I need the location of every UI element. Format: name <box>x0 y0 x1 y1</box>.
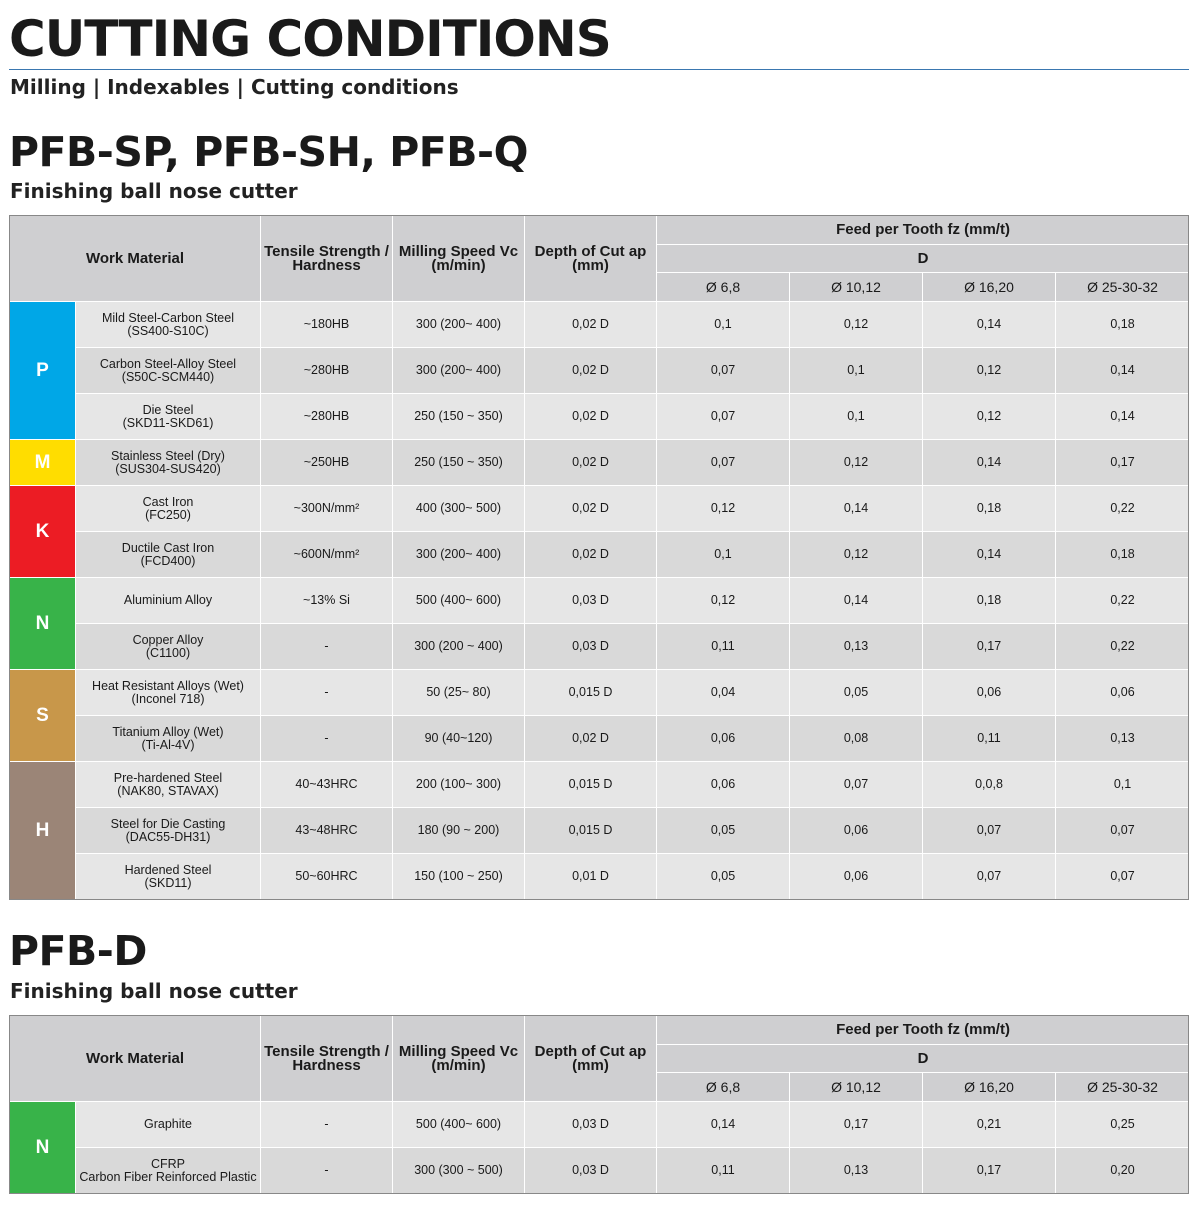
table-row <box>10 1148 1190 1194</box>
milling-speed-cell: 180 (90 ~ 200) <box>393 808 525 854</box>
work-material-cell <box>76 624 261 670</box>
header-diameter: Ø 25-30-32 <box>1056 1073 1190 1102</box>
depth-cell: 0,03 D <box>525 1148 657 1194</box>
depth-cell: 0,015 D <box>525 808 657 854</box>
milling-speed-cell: 250 (150 ~ 350) <box>393 394 525 440</box>
hardness-cell: - <box>261 670 393 716</box>
work-material-cell <box>76 440 261 486</box>
feed-cell: 0,18 <box>923 578 1056 624</box>
feed-cell: 0,13 <box>1056 716 1190 762</box>
milling-speed-cell: 300 (200~ 400) <box>393 302 525 348</box>
material-category-k: K <box>10 486 76 578</box>
section-subtitle: Finishing ball nose cutter <box>10 979 298 1003</box>
depth-cell: 0,02 D <box>525 440 657 486</box>
depth-cell: 0,02 D <box>525 486 657 532</box>
title-rule <box>9 69 1189 70</box>
milling-speed-cell: 90 (40~120) <box>393 716 525 762</box>
feed-cell: 0,17 <box>923 624 1056 670</box>
feed-cell: 0,04 <box>657 670 790 716</box>
hardness-cell: ~300N/mm² <box>261 486 393 532</box>
feed-cell: 0,18 <box>1056 532 1190 578</box>
feed-cell: 0,21 <box>923 1102 1056 1148</box>
header-tensile-strength: Tensile Strength / Hardness <box>261 216 393 302</box>
table-row <box>10 716 1190 762</box>
feed-cell: 0,14 <box>790 486 923 532</box>
work-material-cell <box>76 578 261 624</box>
feed-cell: 0,13 <box>790 1148 923 1194</box>
material-category-p: P <box>10 302 76 440</box>
material-spec: Carbon Fiber Reinforced Plastic <box>79 1169 257 1184</box>
table-row <box>10 532 1190 578</box>
material-spec: (SKD11-SKD61) <box>122 415 214 430</box>
material-category-n: N <box>10 1102 76 1194</box>
work-material-cell <box>76 486 261 532</box>
feed-cell: 0,1 <box>790 348 923 394</box>
feed-cell: 0,05 <box>790 670 923 716</box>
material-category-s: S <box>10 670 76 762</box>
material-spec: (Inconel 718) <box>131 691 205 706</box>
material-name: Stainless Steel (Dry) <box>111 448 225 463</box>
header-diameter: Ø 25-30-32 <box>1056 273 1190 302</box>
feed-cell: 0,0,8 <box>923 762 1056 808</box>
header-row <box>10 216 1190 245</box>
feed-cell: 0,17 <box>790 1102 923 1148</box>
feed-cell: 0,18 <box>923 486 1056 532</box>
work-material-cell <box>76 670 261 716</box>
feed-cell: 0,07 <box>790 762 923 808</box>
material-spec: (DAC55-DH31) <box>125 829 211 844</box>
header-row <box>10 1016 1190 1045</box>
feed-cell: 0,22 <box>1056 624 1190 670</box>
feed-cell: 0,14 <box>790 578 923 624</box>
table-row <box>10 440 1190 486</box>
hardness-cell: ~280HB <box>261 348 393 394</box>
section-title: PFB-SP, PFB-SH, PFB-Q <box>9 128 528 176</box>
feed-cell: 0,12 <box>657 486 790 532</box>
depth-cell: 0,015 D <box>525 670 657 716</box>
header-work-material: Work Material <box>10 1016 261 1102</box>
section-title: PFB-D <box>9 927 147 975</box>
table-row <box>10 394 1190 440</box>
feed-cell: 0,22 <box>1056 486 1190 532</box>
hardness-cell: 50~60HRC <box>261 854 393 900</box>
hardness-cell: 40~43HRC <box>261 762 393 808</box>
hardness-cell: ~13% Si <box>261 578 393 624</box>
feed-cell: 0,11 <box>657 624 790 670</box>
feed-cell: 0,11 <box>657 1148 790 1194</box>
header-diameter: Ø 16,20 <box>923 1073 1056 1102</box>
header-work-material: Work Material <box>10 216 261 302</box>
feed-cell: 0,25 <box>1056 1102 1190 1148</box>
feed-cell: 0,18 <box>1056 302 1190 348</box>
material-name: Hardened Steel <box>124 862 212 877</box>
feed-cell: 0,1 <box>790 394 923 440</box>
feed-cell: 0,11 <box>923 716 1056 762</box>
hardness-cell: 43~48HRC <box>261 808 393 854</box>
work-material-cell <box>76 532 261 578</box>
feed-cell: 0,14 <box>923 440 1056 486</box>
header-diameter: Ø 6,8 <box>657 1073 790 1102</box>
material-spec: (S50C-SCM440) <box>121 369 215 384</box>
material-category-n: N <box>10 578 76 670</box>
depth-cell: 0,03 D <box>525 1102 657 1148</box>
feed-cell: 0,07 <box>657 440 790 486</box>
feed-cell: 0,14 <box>923 302 1056 348</box>
milling-speed-cell: 400 (300~ 500) <box>393 486 525 532</box>
table-row <box>10 670 1190 716</box>
depth-cell: 0,02 D <box>525 394 657 440</box>
material-spec: (FCD400) <box>140 553 196 568</box>
hardness-cell: ~600N/mm² <box>261 532 393 578</box>
feed-cell: 0,17 <box>923 1148 1056 1194</box>
table-row <box>10 348 1190 394</box>
feed-cell: 0,06 <box>790 808 923 854</box>
material-name: Heat Resistant Alloys (Wet) <box>92 678 244 693</box>
work-material-cell <box>76 394 261 440</box>
header-diameter: Ø 6,8 <box>657 273 790 302</box>
material-spec: (SUS304-SUS420) <box>115 461 221 476</box>
material-name: Ductile Cast Iron <box>121 540 215 555</box>
feed-cell: 0,14 <box>1056 394 1190 440</box>
work-material-cell <box>76 1148 261 1194</box>
header-depth-of-cut: Depth of Cut ap (mm) <box>525 1016 657 1102</box>
work-material-cell <box>76 854 261 900</box>
page-title: CUTTING CONDITIONS <box>9 10 611 68</box>
header-diameter: Ø 16,20 <box>923 273 1056 302</box>
material-name: Pre-hardened Steel <box>113 770 223 785</box>
feed-cell: 0,05 <box>657 854 790 900</box>
feed-cell: 0,13 <box>790 624 923 670</box>
material-category-m: M <box>10 440 76 486</box>
feed-cell: 0,14 <box>657 1102 790 1148</box>
depth-cell: 0,03 D <box>525 624 657 670</box>
depth-cell: 0,02 D <box>525 302 657 348</box>
work-material-cell <box>76 716 261 762</box>
feed-cell: 0,07 <box>657 348 790 394</box>
header-diameter: Ø 10,12 <box>790 273 923 302</box>
work-material-cell <box>76 302 261 348</box>
hardness-cell: - <box>261 1148 393 1194</box>
material-name: Cast Iron <box>142 494 194 509</box>
feed-cell: 0,1 <box>1056 762 1190 808</box>
header-feed-per-tooth: Feed per Tooth fz (mm/t) <box>657 1016 1190 1045</box>
hardness-cell: - <box>261 624 393 670</box>
breadcrumb: Milling | Indexables | Cutting conditions <box>10 75 459 99</box>
hardness-cell: ~280HB <box>261 394 393 440</box>
feed-cell: 0,06 <box>657 716 790 762</box>
hardness-cell: ~250HB <box>261 440 393 486</box>
header-diameter-d: D <box>657 1045 1190 1073</box>
header-diameter: Ø 10,12 <box>790 1073 923 1102</box>
table-row <box>10 578 1190 624</box>
header-depth-of-cut: Depth of Cut ap (mm) <box>525 216 657 302</box>
table-row <box>10 1102 1190 1148</box>
material-spec: (Ti-Al-4V) <box>141 737 195 752</box>
feed-cell: 0,12 <box>923 348 1056 394</box>
hardness-cell: ~180HB <box>261 302 393 348</box>
section-subtitle: Finishing ball nose cutter <box>10 179 298 203</box>
feed-cell: 0,07 <box>923 854 1056 900</box>
milling-speed-cell: 300 (200 ~ 400) <box>393 624 525 670</box>
feed-cell: 0,12 <box>790 440 923 486</box>
table-row <box>10 762 1190 808</box>
milling-speed-cell: 150 (100 ~ 250) <box>393 854 525 900</box>
feed-cell: 0,06 <box>657 762 790 808</box>
material-name: Graphite <box>144 1117 192 1131</box>
material-spec: (FC250) <box>145 507 191 522</box>
work-material-cell <box>76 762 261 808</box>
feed-cell: 0,07 <box>1056 854 1190 900</box>
header-tensile-strength: Tensile Strength / Hardness <box>261 1016 393 1102</box>
material-spec: (C1100) <box>145 645 191 660</box>
feed-cell: 0,22 <box>1056 578 1190 624</box>
feed-cell: 0,06 <box>1056 670 1190 716</box>
depth-cell: 0,015 D <box>525 762 657 808</box>
feed-cell: 0,17 <box>1056 440 1190 486</box>
table-row <box>10 808 1190 854</box>
feed-cell: 0,08 <box>790 716 923 762</box>
feed-cell: 0,07 <box>657 394 790 440</box>
feed-cell: 0,07 <box>923 808 1056 854</box>
material-spec: (SKD11) <box>144 875 192 890</box>
material-name: Carbon Steel-Alloy Steel <box>99 356 237 371</box>
feed-cell: 0,12 <box>790 532 923 578</box>
header-milling-speed: Milling Speed Vc (m/min) <box>393 216 525 302</box>
work-material-cell <box>76 348 261 394</box>
header-diameter-d: D <box>657 245 1190 273</box>
material-name: Mild Steel-Carbon Steel <box>101 310 234 325</box>
hardness-cell: - <box>261 716 393 762</box>
feed-cell: 0,14 <box>923 532 1056 578</box>
milling-speed-cell: 500 (400~ 600) <box>393 578 525 624</box>
depth-cell: 0,02 D <box>525 716 657 762</box>
header-feed-per-tooth: Feed per Tooth fz (mm/t) <box>657 216 1190 245</box>
cutting-conditions-table <box>9 1015 1190 1194</box>
table-row <box>10 302 1190 348</box>
feed-cell: 0,20 <box>1056 1148 1190 1194</box>
feed-cell: 0,12 <box>657 578 790 624</box>
material-name: Aluminium Alloy <box>123 593 213 607</box>
depth-cell: 0,01 D <box>525 854 657 900</box>
feed-cell: 0,06 <box>790 854 923 900</box>
milling-speed-cell: 300 (200~ 400) <box>393 532 525 578</box>
milling-speed-cell: 300 (300 ~ 500) <box>393 1148 525 1194</box>
feed-cell: 0,12 <box>923 394 1056 440</box>
material-category-h: H <box>10 762 76 900</box>
milling-speed-cell: 250 (150 ~ 350) <box>393 440 525 486</box>
material-name: Die Steel <box>142 402 194 417</box>
table-row <box>10 854 1190 900</box>
hardness-cell: - <box>261 1102 393 1148</box>
feed-cell: 0,12 <box>790 302 923 348</box>
feed-cell: 0,06 <box>923 670 1056 716</box>
feed-cell: 0,07 <box>1056 808 1190 854</box>
milling-speed-cell: 500 (400~ 600) <box>393 1102 525 1148</box>
milling-speed-cell: 50 (25~ 80) <box>393 670 525 716</box>
feed-cell: 0,14 <box>1056 348 1190 394</box>
depth-cell: 0,02 D <box>525 532 657 578</box>
depth-cell: 0,03 D <box>525 578 657 624</box>
material-name: Copper Alloy <box>132 632 204 647</box>
table-row <box>10 486 1190 532</box>
feed-cell: 0,1 <box>657 302 790 348</box>
header-milling-speed: Milling Speed Vc (m/min) <box>393 1016 525 1102</box>
feed-cell: 0,05 <box>657 808 790 854</box>
cutting-conditions-table <box>9 215 1190 900</box>
feed-cell: 0,1 <box>657 532 790 578</box>
material-name: CFRP <box>150 1156 186 1171</box>
milling-speed-cell: 300 (200~ 400) <box>393 348 525 394</box>
material-spec: (SS400-S10C) <box>127 323 209 338</box>
table-row <box>10 624 1190 670</box>
material-name: Titanium Alloy (Wet) <box>112 724 224 739</box>
material-spec: (NAK80, STAVAX) <box>117 783 219 798</box>
depth-cell: 0,02 D <box>525 348 657 394</box>
material-name: Steel for Die Casting <box>110 816 226 831</box>
work-material-cell <box>76 808 261 854</box>
milling-speed-cell: 200 (100~ 300) <box>393 762 525 808</box>
work-material-cell <box>76 1102 261 1148</box>
